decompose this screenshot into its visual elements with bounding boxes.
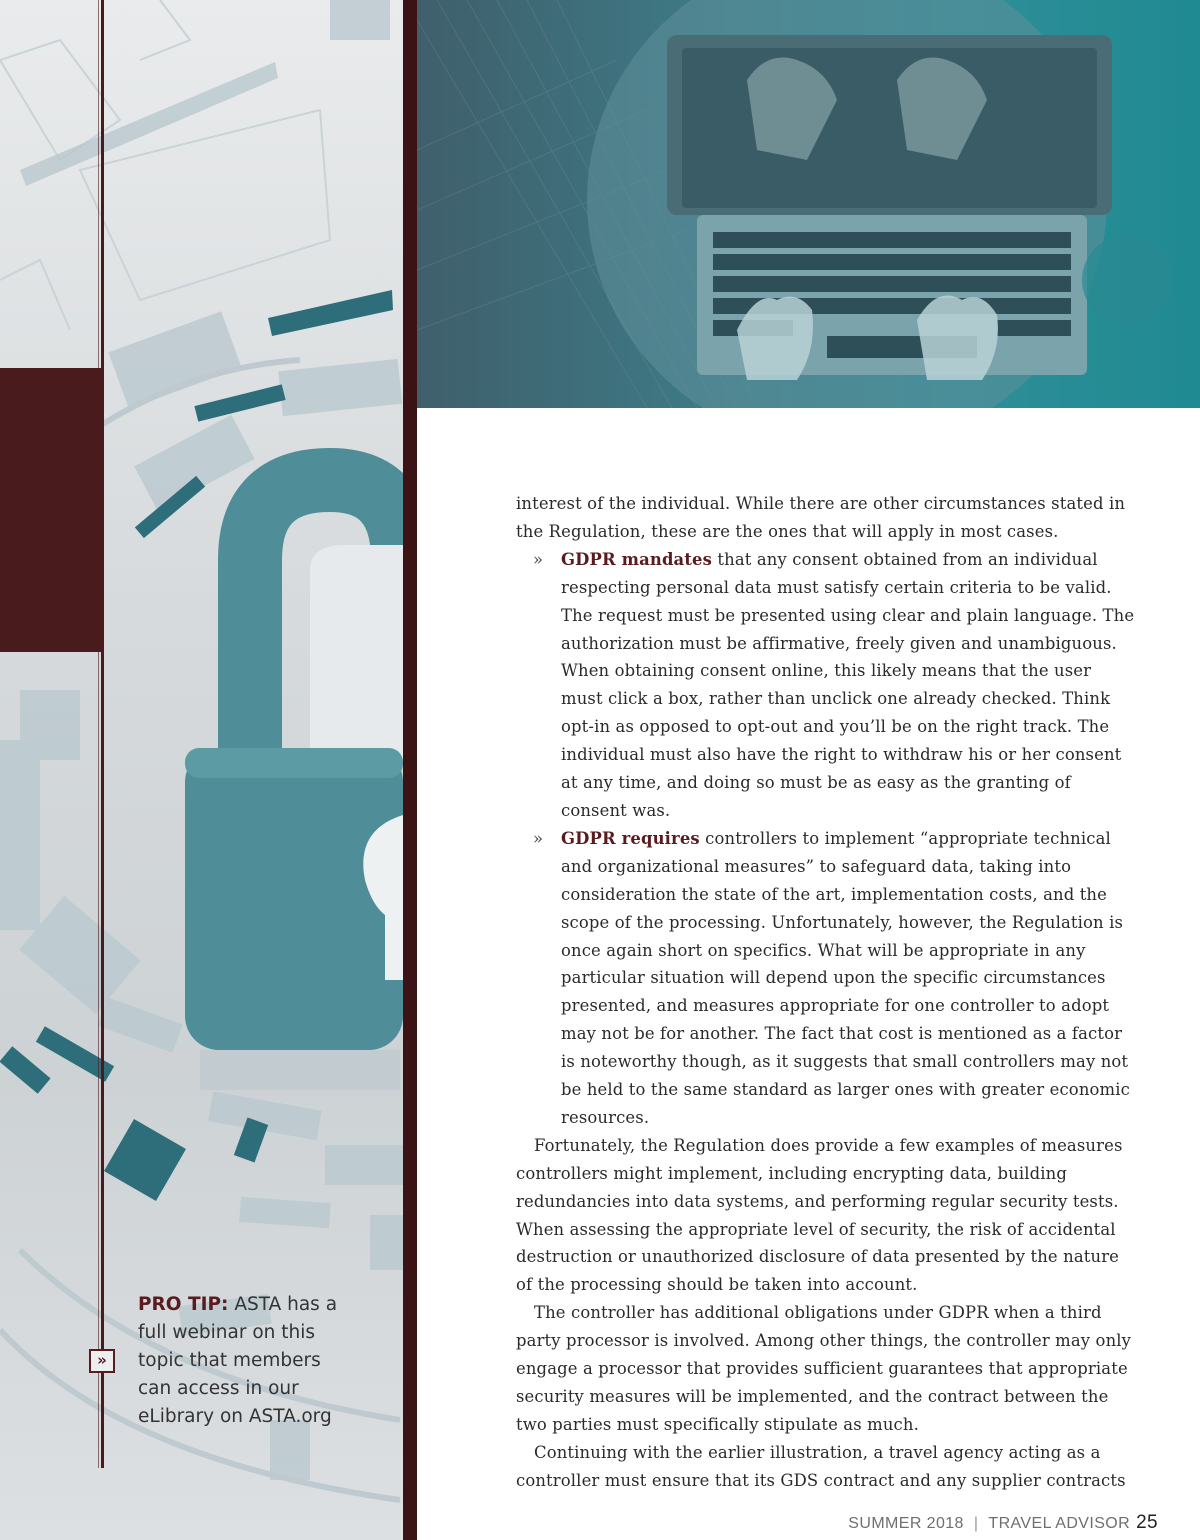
body-paragraph: Continuing with the earlier illustration, a travel agency acting as a controller must ensure that its GDS contract and any supplier contracts	[516, 1442, 1126, 1490]
column-divider	[403, 0, 417, 1540]
publication-name: TRAVEL ADVISOR	[988, 1515, 1131, 1532]
double-chevron-right-icon: »	[89, 1349, 115, 1373]
laptop-typing-photo	[417, 0, 1200, 408]
bullet-lead: GDPR mandates	[561, 549, 713, 569]
vertical-rule-thin	[98, 0, 99, 1468]
body-paragraph: Fortunately, the Regulation does provide a few examples of measures controllers might implement, including encrypting data, building redundancies into data systems, and performing regular security tests. When assessing the appropriate level of security, the risk of accidental destruction or unauthorized disclosure of data presented by the nature of the processing should be taken into account.	[516, 1135, 1123, 1295]
laptop-graphic	[417, 0, 1200, 408]
page-footer	[848, 1512, 1158, 1534]
bullet-gdpr-mandates	[516, 546, 1136, 825]
pro-tip-label: PRO TIP:	[138, 1294, 229, 1315]
bullet-gdpr-requires	[516, 825, 1136, 1132]
issue-label: SUMMER 2018	[848, 1515, 964, 1532]
intro-paragraph: interest of the individual. While there are other circumstances stated in the Regulation, these are the ones that will apply in most cases.	[516, 494, 1126, 541]
page-number: 25	[1136, 1512, 1158, 1533]
bullet-text: controllers to implement “appropriate technical and organizational measures” to safeguard data, taking into consideration the state of the art, implementation costs, and the scope of the processing. Unfortunately, however, the Regulation is once again short on specifics. What will be appropriate in any particular situation will depend upon the specific circumstances presented, and measures appropriate for one controller to adopt may not be for another. The fact that cost is mentioned as a factor is noteworthy though, as it suggests that small controllers may not be held to the same standard as larger ones with greater economic resources.	[561, 828, 1130, 1127]
pro-tip	[138, 1291, 358, 1431]
maroon-accent-block	[0, 368, 103, 652]
article-body	[516, 490, 1136, 1495]
bullet-marker: »	[533, 828, 544, 848]
footer-separator: |	[973, 1515, 979, 1532]
pro-tip-text: ASTA has a full webinar on this topic that members can access in our eLibrary on ASTA.org	[138, 1294, 338, 1427]
vertical-rule	[101, 0, 104, 1468]
body-paragraph: The controller has additional obligations under GDPR when a third party processor is involved. Among other things, the controller may only engage a processor that provides sufficient guarantees that appropriate security measures will be implemented, and the contract between the two parties must specifically stipulate as much.	[516, 1303, 1132, 1434]
bullet-marker: »	[533, 549, 544, 569]
bullet-text: that any consent obtained from an individual respecting personal data must satisfy certain criteria to be valid. The request must be presented using clear and plain language. The authorization must be affirmative, freely given and unambiguous. When obtaining consent online, this likely means that the user must click a box, rather than unclick one already checked. Think opt-in as opposed to opt-out and you’ll be on the right track. The individual must also have the right to withdraw his or her consent at any time, and doing so must be as easy as the granting of consent was.	[561, 549, 1135, 820]
bullet-lead: GDPR requires	[561, 828, 700, 848]
